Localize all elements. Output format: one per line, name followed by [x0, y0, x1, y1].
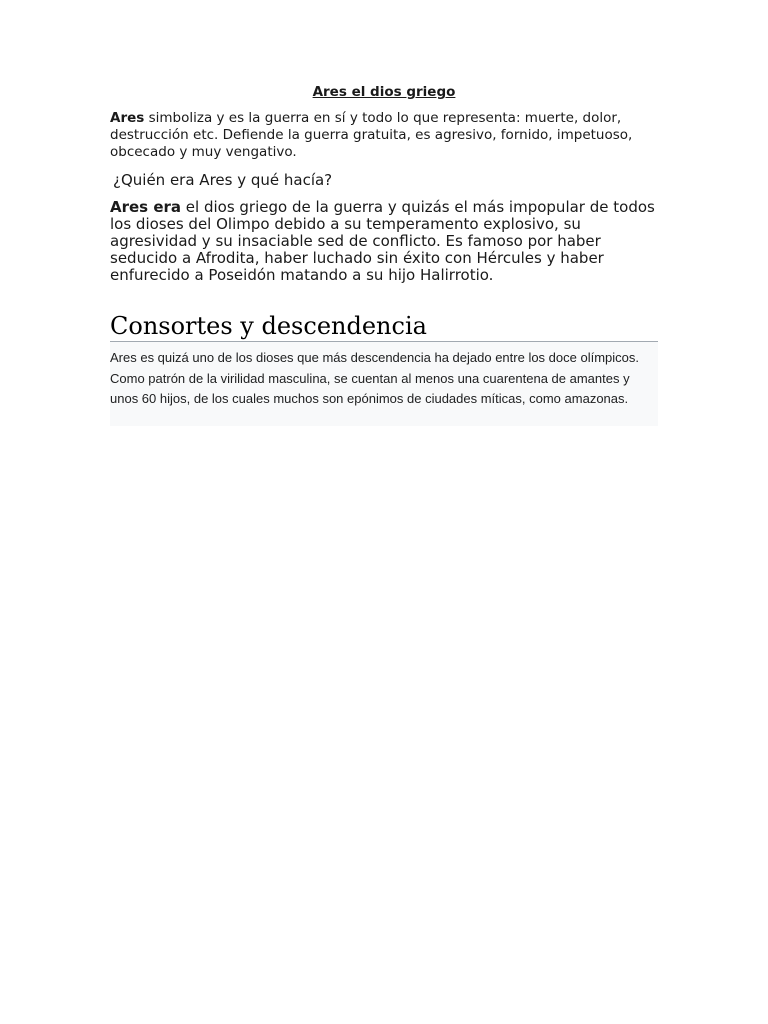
section-text: Ares es quizá uno de los dioses que más descendencia ha dejado entre los doce olímpicos. Como patrón de la virilidad masculina, se cuentan al menos una cuarentena de amantes y unos 60 hijos, de los cuales muchos son epónimos de ciudades míticas, como amazonas.	[110, 350, 639, 406]
answer-lead: Ares era	[110, 198, 182, 216]
intro-text: simboliza y es la guerra en sí y todo lo que representa: muerte, dolor, destrucción etc. Defiende la guerra gratuita, es agresivo, fornido, impetuoso, obcecado y muy vengativo.	[110, 110, 633, 160]
intro-lead: Ares	[110, 110, 145, 126]
document-page	[110, 84, 658, 426]
answer-paragraph	[110, 199, 658, 284]
answer-text: el dios griego de la guerra y quizás el más impopular de todos los dioses del Olimpo debido a su temperamento explosivo, su agresividad y su insaciable sed de conflicto. Es famoso por haber seducido a Afrodita, haber luchado sin éxito con Hércules y haber enfurecido a Poseidón matando a su hijo Halirrotio.	[110, 198, 655, 284]
section-heading: Consortes y descendencia	[110, 312, 658, 342]
question-line: ¿Quién era Ares y qué hacía?	[113, 171, 333, 189]
intro-paragraph	[110, 110, 658, 161]
section-box	[110, 342, 658, 426]
document-title: Ares el dios griego	[312, 84, 456, 100]
